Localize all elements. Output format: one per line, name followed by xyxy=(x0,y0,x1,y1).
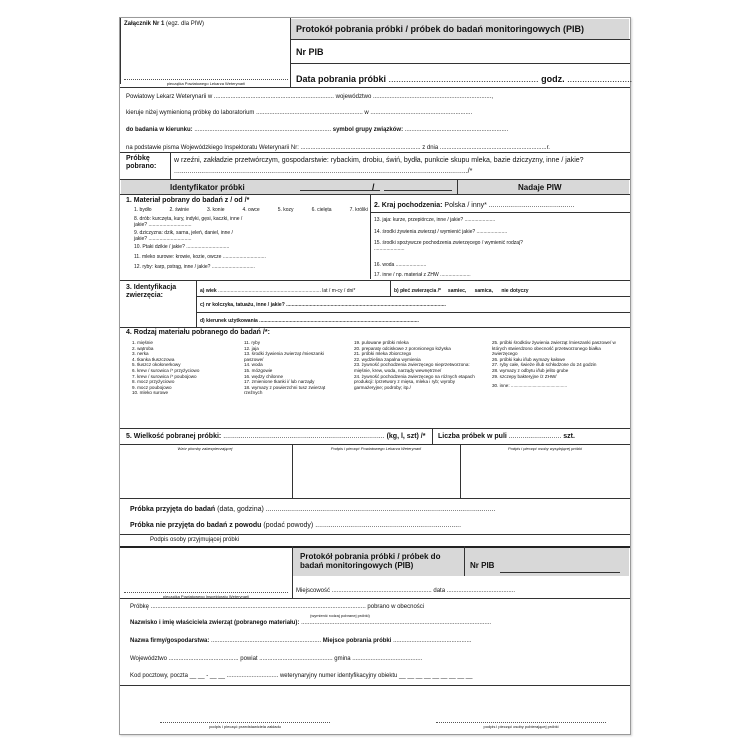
place-date-line[interactable]: Miejscowość ............................................................ data ......................................... xyxy=(296,588,516,594)
divider xyxy=(292,444,293,498)
sender-signature-caption: Podpis i pieczęć osoby wysyłającej próbki xyxy=(507,446,583,451)
section1-row1[interactable]: 1. bydło 2. świnie 3. konie 4. owce 5. kozy 6. cielęta 7. króliki xyxy=(134,207,368,213)
nr-pib-field[interactable] xyxy=(500,572,620,573)
pplw-stamp-caption: pieczątka Powiatowego Lekarza Weterynarii xyxy=(124,79,288,86)
divider xyxy=(120,444,630,445)
company-rep-signature-caption: podpis i pieczęć przedstawiciela zakładu xyxy=(160,722,330,729)
divider xyxy=(120,598,630,599)
sample-place-text[interactable]: w rzeźni, zakładzie przetwórczym, gospodarstwie: rybackim, drobiu, świń, bydła, punkcie skupu mleka, bazie dziczyzny, inne / jakie? ......................................................................................................................................................./* xyxy=(174,157,584,175)
sample-size-line[interactable]: 5. Wielkość pobranej próbki: ................................................................................... (kg, l, szt) /* xyxy=(126,433,426,440)
divider xyxy=(120,498,630,499)
divider xyxy=(290,63,630,64)
form-sheet xyxy=(119,17,631,735)
divider xyxy=(120,152,630,153)
divider xyxy=(196,296,630,297)
animal-use-direction[interactable]: d) kierunek użytkowania ................................................................................................................... xyxy=(200,318,419,324)
annex-label: Załącznik Nr 1 (egz. dla PIW) xyxy=(124,21,205,27)
nr-pib-label-2: Nr PIB xyxy=(470,561,495,570)
seal-pattern-caption: Wzór plomby zabezpieczającej xyxy=(177,446,233,451)
protocol-title-2: Protokół pobrania próbki / próbek do badań monitoringowych (PIB) xyxy=(300,552,441,570)
letter-line[interactable]: na podstawie pisma Wojewódzkiego Inspektoratu Weterynarii Nr: ........................................................................ z dnia ................................................................r. xyxy=(126,145,550,151)
divider xyxy=(120,18,121,84)
address-line[interactable]: Województwo .......................................... powiat ............................................ gmina .......................................... xyxy=(130,656,423,662)
laboratory-line[interactable]: kieruje niżej wymienioną próbkę do laboratorium ................................................................ w ............................................................. xyxy=(126,110,473,116)
animal-tag[interactable]: c) nr kolczyka, tatuażu, inne / jakie? ................................................................................................................... xyxy=(200,302,446,308)
not-accepted-line[interactable]: Próbka nie przyjęta do badań z powodu (podać powody) ........................................................................... xyxy=(130,522,462,529)
section1-title: 1. Materiał pobrany do badań z / od /* xyxy=(126,197,250,204)
protocol-title: Protokół pobrania próbki / próbek do badań monitoringowych (PIB) xyxy=(296,24,585,34)
identifier-field-2[interactable] xyxy=(384,190,452,191)
divider xyxy=(432,428,433,444)
sample-date-label[interactable]: Data pobrania próbki ............................................................ godz. .......................... xyxy=(296,74,633,84)
divider xyxy=(390,280,391,296)
plw-line[interactable]: Powiatowy Lekarz Weterynarii w ........................................................................ województwo ......................................................................., xyxy=(126,94,493,100)
study-direction-line[interactable]: do badania w kierunku: .................................................................................. symbol grupy związków: .............................................................. xyxy=(126,127,509,133)
owner-line[interactable]: Nazwisko i imię właściciela zwierząt (pobranego materiału): .................................................................................................................. xyxy=(130,620,492,626)
pool-count-line[interactable]: Liczba próbek w puli ........................... szt. xyxy=(438,433,575,440)
section2-list[interactable]: 13. jaja: kurze, przepiórcze, inne / jakie? ...................... 14. środki żywienia zwierząt / wymienić jakie? ...................... 15. środki spożywcze pochodzenia zwierzęcego / wymienić rodzaj? ...................... 16. woda ...................... 17. inne / np. materiał z ZHW ...................... xyxy=(374,217,523,278)
material-col-4[interactable]: 25. próbki środków żywienia zwierząt /mieszanki paszowe/ w których stwierdzono obecność przetworzonego białka zwierzęcego 26. próbki kału i/lub wymazy kałowe 27. ryby całe, świeże i/lub schłodzone do 24 godzin 28. wymazy z odbytu i/lub jelito grube 29. szczepy bakteryjne /z ZHW/ 30. inne: ............................................ xyxy=(492,340,616,389)
identifier-field-1[interactable] xyxy=(300,190,380,191)
divider xyxy=(370,194,371,279)
divider xyxy=(290,39,630,40)
section3-title: 3. Identyfikacja zwierzęcia: xyxy=(126,284,177,299)
divider xyxy=(120,87,630,88)
firm-line[interactable]: Nazwa firmy/gospodarstwa: .................................................................. Miejsce pobrania próbki ............................................... xyxy=(130,638,472,644)
divider xyxy=(120,327,630,328)
divider xyxy=(457,179,458,194)
receiver-signature-caption: Podpis osoby przyjmującej próbki xyxy=(150,537,240,543)
divider xyxy=(464,546,465,576)
section1-list[interactable]: 8. drób: kurczęta, kury, indyki, gęsi, kaczki, inne / jakie? ............................... 9. dziczyzna: dzik, sarna, jeleń, daniel, inne / jakie? ............................... 10. Ptaki dzikie / jakie? ............................... 11. mleko surowe: krowie, kozie, owcze ............................... 12. ryby: karp, pstrąg, inne / jakie? ............................... xyxy=(134,216,266,270)
divider xyxy=(370,212,630,213)
material-col-3[interactable]: 19. pulowane próbki mleka 20. preparaty odciskowe z poronionego łożyska 21. próbki mleka zbiorczego 22. wydzielina zapalna wymienia 23. żywność pochodzenia zwierzęcego nieprzetworzona: mięśnie, krew, woda, narządy wewnętrzne/ 24. żywność pochodzenia zwierzęcego na różnych etapach produkcji: /przetwory z mięsa, mleka i ryb; wyroby garmażeryjne; podroby; itp./ xyxy=(354,340,475,390)
postal-line[interactable]: Kod pocztowy, poczta __ __ - __ __ ............................... weterynaryjny numer identyfikacyjny obiektu __ __ __ __ __ __ __ __ __ xyxy=(130,673,473,679)
nadaje-piw-label: Nadaje PIW xyxy=(518,183,562,192)
divider xyxy=(170,152,171,179)
section2-title[interactable]: 2. Kraj pochodzenia: Polska / inny* ............................................ xyxy=(374,202,575,209)
sample-taken-label: Próbkę pobrano: xyxy=(126,155,157,170)
divider xyxy=(460,444,461,498)
divider xyxy=(196,312,630,313)
accepted-line[interactable]: Próbka przyjęta do badań (data, godzina) ...................................................................................................................... xyxy=(130,506,496,513)
identifier-label: Identyfikator próbki xyxy=(170,183,245,192)
identifier-slash: / xyxy=(372,182,375,192)
section4-title: 4. Rodzaj materiału pobranego do badań /*: xyxy=(126,329,270,336)
piw-stamp-caption: pieczątka Powiatowego Inspektoratu Weterynarii xyxy=(124,592,288,599)
divider xyxy=(120,534,630,535)
sampler-signature-caption: podpis i pieczęć osoby pobierającej próbki xyxy=(436,722,606,729)
divider xyxy=(120,428,630,429)
sample-kind-line[interactable]: Próbkę ................................................................................................................................. pobrano w obecności xyxy=(130,604,425,610)
material-col-1[interactable]: 1. mięśnie 2. wątroba 3. nerka 4. tkanka tłuszczowa 5. tłuszcz okołonerkowy 6. krew / surowica /* przyżyciowo 7. krew / surowica /* poubojowo 8. mocz przyżyciowo 9. mocz poubojowo 10. mleko surowe xyxy=(132,340,200,396)
animal-age[interactable]: a) wiek .......................................................................... lat / m-cy / dni* xyxy=(200,288,356,294)
divider xyxy=(120,194,630,195)
animal-sex[interactable]: b) płeć zwierzęcia /* samiec, samica, nie dotyczy xyxy=(394,288,529,294)
nr-pib-label: Nr PIB xyxy=(296,47,324,57)
divider xyxy=(120,685,630,686)
divider xyxy=(196,280,197,327)
plw-signature-caption: Podpis i pieczęć Powiatowego Lekarza Weterynarii xyxy=(330,446,422,451)
material-col-2[interactable]: 11. ryby 12. jaja 13. środki żywienia zwierząt /mieszanki paszowe/ 14. woda 15. mózgowie 16. wędzy chilonne 17. zmienione tkanki i/ lub narządy 18. wymazy z powierzchni tusz zwierząt rzeźnych xyxy=(244,340,326,396)
sample-kind-note: (wymienić rodzaj pobranej próbki) xyxy=(310,613,370,618)
